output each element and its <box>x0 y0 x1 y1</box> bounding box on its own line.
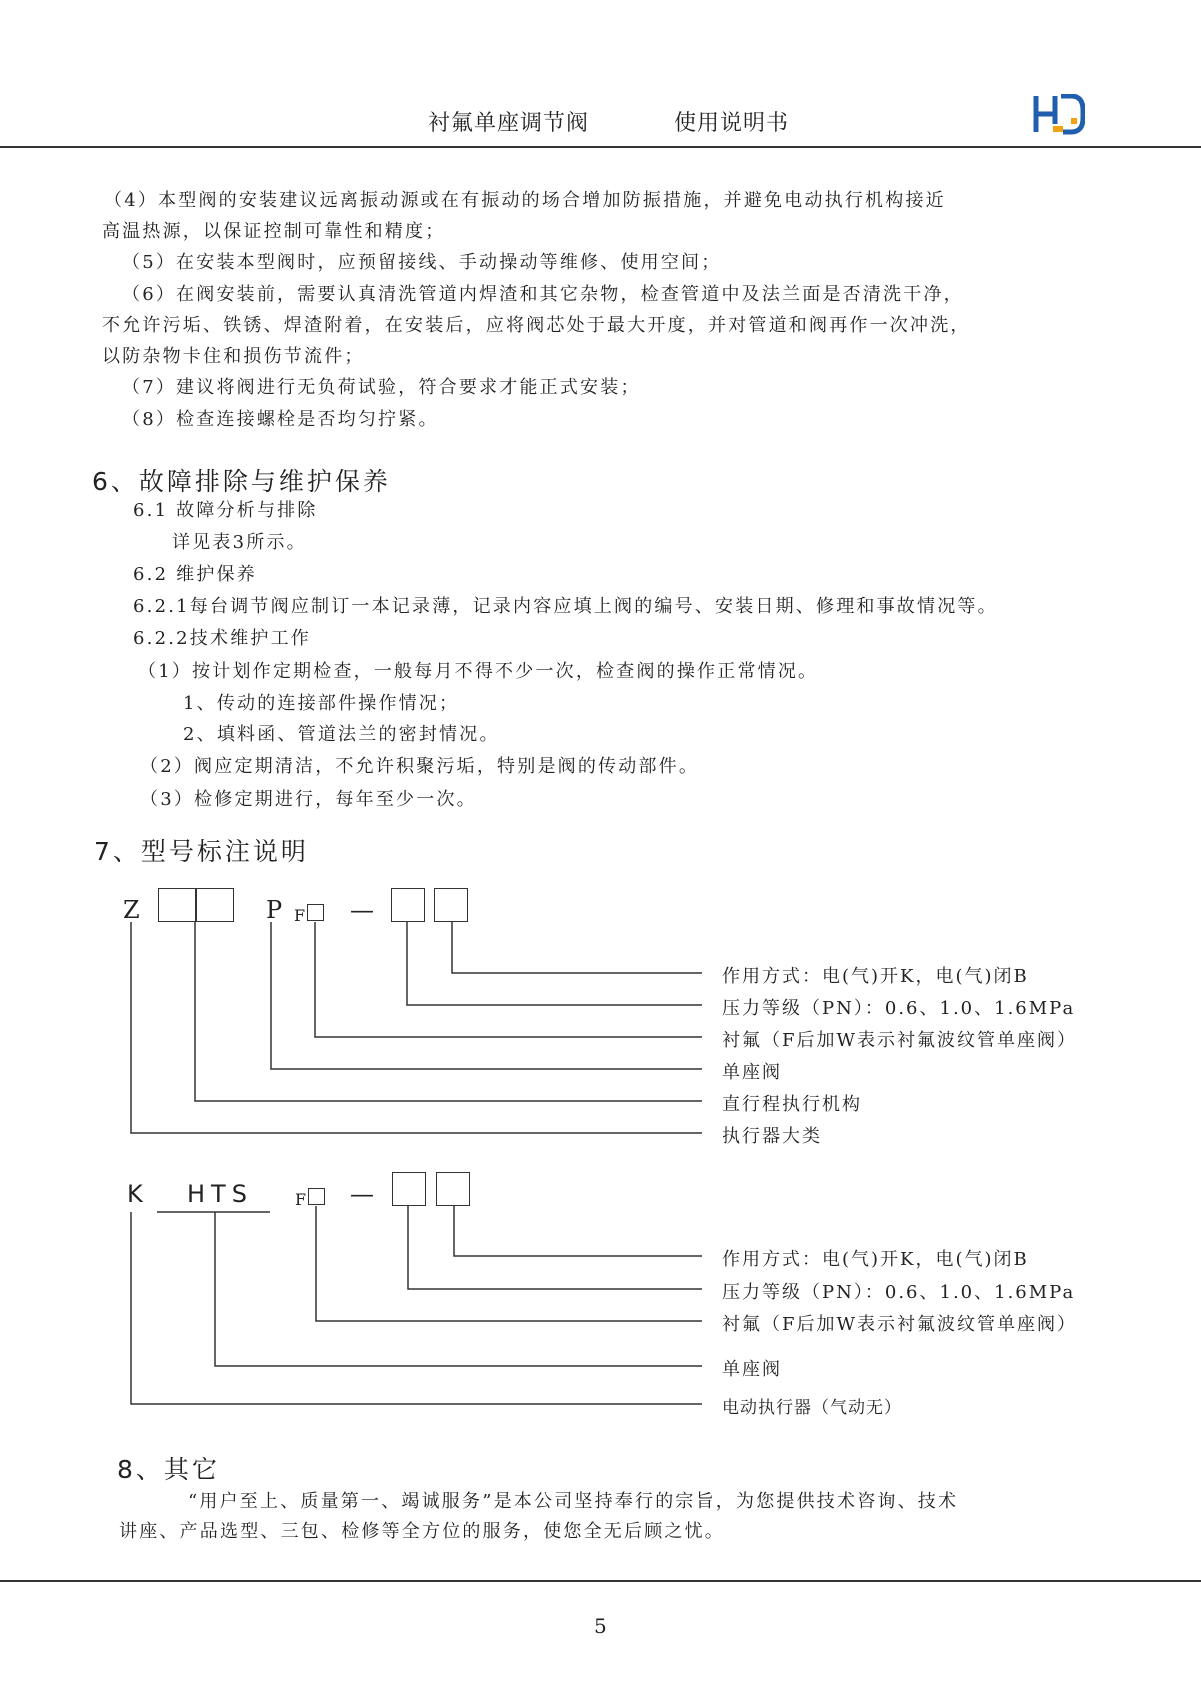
model1-label: 衬氟（F后加W表示衬氟波纹管单座阀） <box>722 1030 1077 1051</box>
section-6-line: 详见表3所示。 <box>172 532 307 553</box>
section-6-line: 6.2 维护保养 <box>133 564 257 585</box>
section-7-heading: 7、型号标注说明 <box>94 837 309 866</box>
model2-dash: — <box>350 1180 374 1208</box>
install-line: （6）在阀安装前，需要认真清洗管道内焊渣和其它杂物，检查管道中及法兰面是否清洗干净， <box>122 284 964 305</box>
model1-code-z: Z <box>123 896 140 924</box>
page-number: 5 <box>594 1614 607 1638</box>
install-line: （8）检查连接螺栓是否均匀拧紧。 <box>122 409 439 430</box>
section-6-line: 6.2.2技术维护工作 <box>133 628 311 649</box>
section-6-line: （1）按计划作定期检查，一般每月不得不少一次，检查阀的操作正常情况。 <box>138 661 819 682</box>
model2-code-k: K <box>127 1180 149 1208</box>
install-line: （5）在安装本型阀时，应预留接线、手动操动等维修、使用空间； <box>122 252 722 273</box>
section-6-line: （2）阀应定期清洁，不允许积聚污垢，特别是阀的传动部件。 <box>140 756 700 777</box>
doc-title: 衬氟单座调节阀 <box>428 111 590 136</box>
model2-label: 电动执行器（气动无） <box>722 1398 902 1418</box>
model1-label: 作用方式：电(气)开K，电(气)闭B <box>722 966 1029 987</box>
section-6-line: 6.1 故障分析与排除 <box>133 500 318 521</box>
install-line: （4）本型阀的安装建议远离振动源或在有振动的场合增加防振措施，并避免电动执行机构接近 <box>104 190 946 211</box>
model1-label: 压力等级（PN）：0.6、1.0、1.6MPa <box>722 998 1076 1019</box>
section-8-heading: 8、其它 <box>117 1455 220 1484</box>
install-line: 高温热源，以保证控制可靠性和精度； <box>102 221 446 242</box>
section-8-line: 讲座、产品选型、三包、检修等全方位的服务，使您全无后顾之忧。 <box>119 1521 725 1542</box>
model2-label: 单座阀 <box>722 1359 782 1380</box>
install-line: 不允许污垢、铁锈、焊渣附着，在安装后，应将阀芯处于最大开度，并对管道和阀再作一次冲洗， <box>102 315 971 336</box>
model2-label: 作用方式：电(气)开K，电(气)闭B <box>722 1249 1029 1270</box>
section-6-line: 2、填料函、管道法兰的密封情况。 <box>183 724 500 745</box>
doc-subtitle: 使用说明书 <box>674 111 790 136</box>
model1-label: 执行器大类 <box>722 1126 822 1147</box>
model2-label: 衬氟（F后加W表示衬氟波纹管单座阀） <box>722 1314 1077 1335</box>
model2-code-f: F <box>295 1190 307 1209</box>
model2-label: 压力等级（PN）：0.6、1.0、1.6MPa <box>722 1282 1076 1303</box>
section-6-heading: 6、故障排除与维护保养 <box>92 467 391 496</box>
model1-code-p: P <box>266 896 283 924</box>
model1-dash: — <box>350 896 374 924</box>
section-8-line: “用户至上、质量第一、竭诚服务”是本公司坚持奉行的宗旨，为您提供技术咨询、技术 <box>188 1491 959 1512</box>
footer-rule <box>0 1580 1201 1582</box>
model2-code-hts: HTS <box>187 1180 253 1208</box>
install-line: 以防杂物卡住和损伤节流件； <box>102 346 365 367</box>
model1-label: 直行程执行机构 <box>722 1094 862 1115</box>
model1-label: 单座阀 <box>722 1062 782 1083</box>
section-6-line: 1、传动的连接部件操作情况； <box>183 693 460 714</box>
section-6-line: 6.2.1每台调节阀应制订一本记录薄，记录内容应填上阀的编号、安装日期、修理和事故情况等。 <box>133 596 998 617</box>
model1-code-f: F <box>294 906 306 925</box>
install-line: （7）建议将阀进行无负荷试验，符合要求才能正式安装； <box>122 377 641 398</box>
section-6-line: （3）检修定期进行，每年至少一次。 <box>140 789 477 810</box>
